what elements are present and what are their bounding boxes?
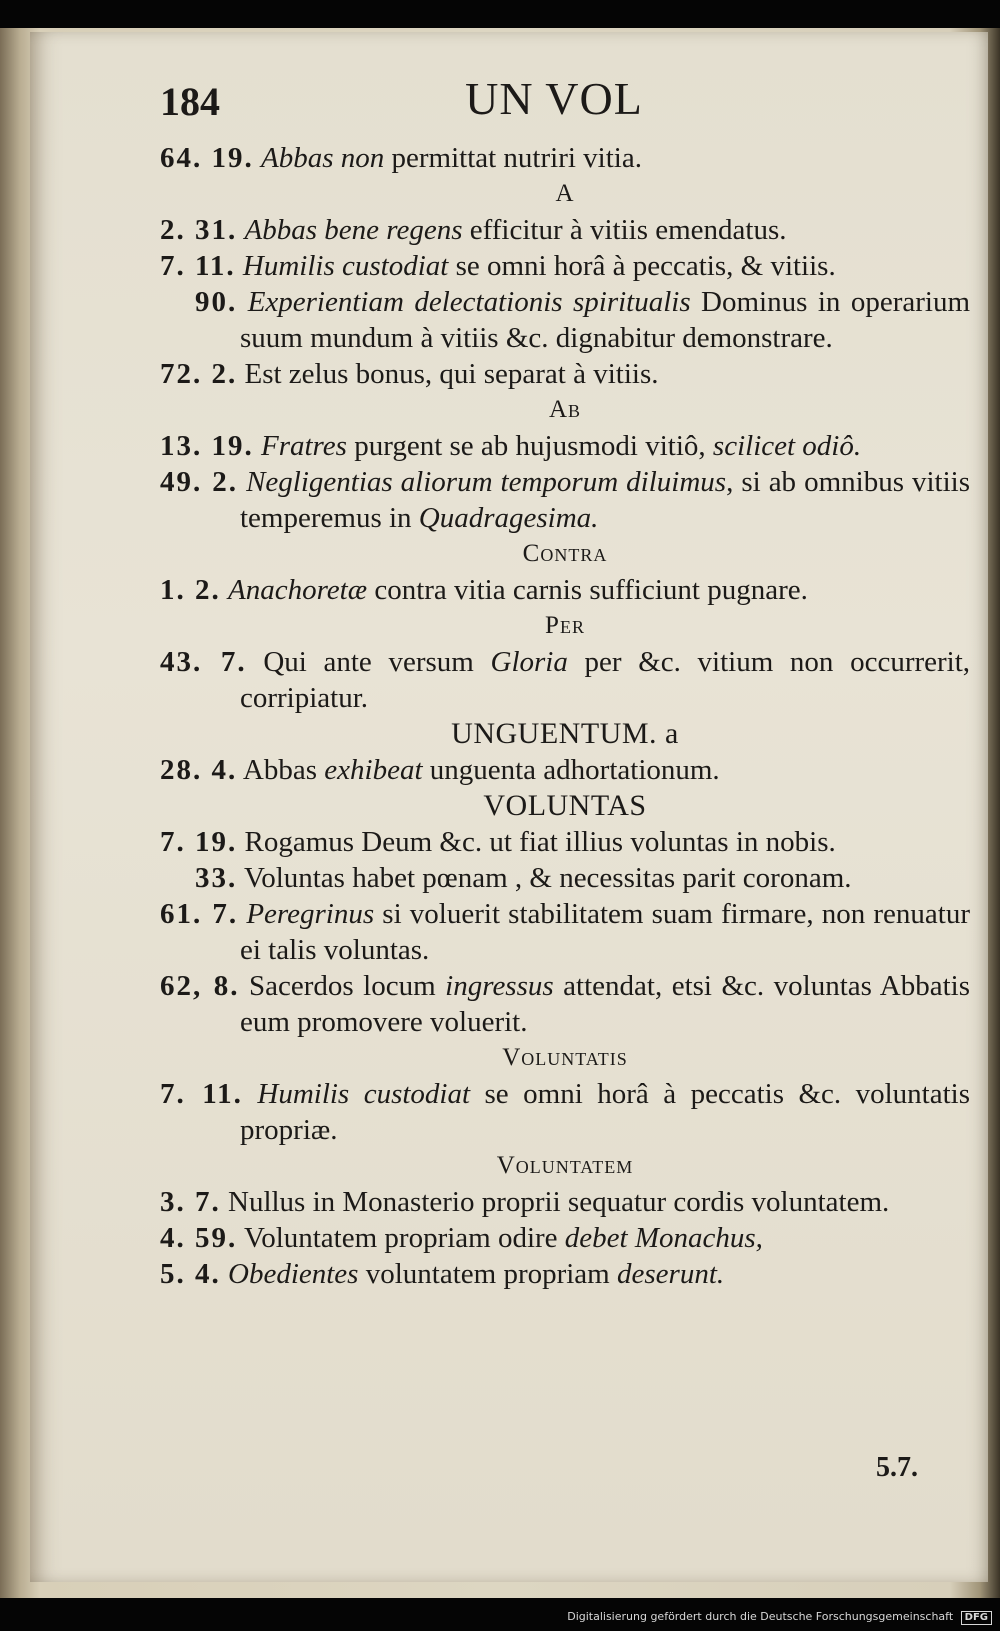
entry-reference: 5. 4.: [160, 1258, 221, 1290]
index-entry: [160, 1256, 970, 1292]
entry-text: contra vitia carnis sufficiunt pugnare.: [367, 574, 808, 606]
section-heading: Voluntatem: [496, 1152, 634, 1179]
entry-reference: 7. 11.: [160, 1078, 243, 1110]
index-entry: [160, 212, 970, 248]
entry-text: Voluntas habet pœnam , & necessitas parit coronam.: [243, 862, 852, 894]
entry-text-italic: Gloria: [490, 646, 568, 678]
index-entry: [160, 968, 970, 1040]
entry-reference: 64. 19.: [160, 142, 254, 174]
entry-text: per &c. vitium non occurrerit, corripiatur.: [240, 646, 971, 714]
index-entry: [160, 284, 970, 356]
entry-text: se omni horâ à peccatis, & vitiis.: [448, 250, 836, 282]
index-entry: [160, 428, 970, 464]
section-heading: Per: [545, 612, 585, 639]
entry-text-italic: Humilis custodiat: [242, 250, 449, 282]
entry-reference: 90.: [195, 286, 238, 318]
index-entry: [160, 1220, 970, 1256]
entry-reference: 33.: [195, 862, 238, 894]
entry-text: Sacerdos locum: [249, 970, 446, 1002]
index-entry: [160, 860, 970, 896]
index-entry: [160, 824, 970, 860]
section-heading: VOLUNTAS: [483, 789, 647, 822]
catchword: 5.7.: [876, 1452, 918, 1483]
entry-text: Dominus in operarium suum mundum à vitiis &c. dignabitur demonstrare.: [240, 286, 971, 354]
entry-reference: 1. 2.: [160, 574, 221, 606]
entry-text: Voluntatem propriam odire: [243, 1222, 565, 1254]
entry-reference: 7. 11.: [160, 250, 236, 282]
index-entry: [160, 1076, 970, 1148]
dfg-logo: DFG: [961, 1611, 992, 1625]
entry-text-italic: Abbas non: [261, 142, 385, 174]
index-entry: [160, 356, 970, 392]
entry-reference: 7. 19.: [160, 826, 238, 858]
entry-reference: 28. 4.: [160, 754, 238, 786]
entry-text-italic: Humilis custodiat: [257, 1078, 471, 1110]
entry-text: si voluerit stabilitatem suam firmare, non renuatur ei talis voluntas.: [240, 898, 971, 966]
entry-reference: 2. 31.: [160, 214, 238, 246]
entry-text: , si ab omnibus vitiis temperemus in: [240, 466, 971, 534]
entry-text: efficitur à vitiis emendatus.: [462, 214, 787, 246]
entry-text-italic: Peregrinus: [246, 898, 375, 930]
entry-text-italic: Quadragesima.: [418, 502, 599, 534]
entry-text-italic: Negligentias aliorum temporum diluimus: [246, 466, 727, 498]
entry-text: attendat, etsi &c. voluntas Abbatis eum promovere voluerit.: [240, 970, 971, 1038]
index-entry: [160, 644, 970, 716]
entry-text: Est zelus bonus, qui separat à vitiis.: [244, 358, 659, 390]
entry-text-italic: Obedientes: [228, 1258, 359, 1290]
entry-reference: 3. 7.: [160, 1186, 221, 1218]
entry-reference: 72. 2.: [160, 358, 238, 390]
entry-text: purgent se ab hujusmodi vitiô,: [346, 430, 713, 462]
section-heading: Contra: [522, 540, 608, 567]
section-heading: UNGUENTUM. a: [451, 717, 679, 750]
book-page: [30, 32, 988, 1582]
section-heading: A: [555, 180, 575, 207]
entry-text-italic: debet Monachus,: [564, 1222, 763, 1254]
index-entry: [160, 1184, 970, 1220]
entry-text-italic: Abbas bene regens: [244, 214, 463, 246]
entry-text: unguenta adhortationum.: [422, 754, 720, 786]
entry-text-italic: scilicet odiô.: [712, 430, 862, 462]
entry-reference: 62, 8.: [160, 970, 240, 1002]
entry-text: Qui ante versum: [263, 646, 491, 678]
entry-text: permittat nutriri vitia.: [384, 142, 642, 174]
entry-reference: 61. 7.: [160, 898, 239, 930]
section-heading: Voluntatis: [502, 1044, 628, 1071]
entry-text-italic: ingressus: [445, 970, 554, 1002]
index-entry: [160, 140, 970, 176]
entry-reference: 4. 59.: [160, 1222, 238, 1254]
index-entries: [160, 140, 970, 1292]
running-title: UN VOL: [465, 73, 643, 124]
page-header: [30, 72, 988, 132]
entry-text-italic: Fratres: [261, 430, 347, 462]
credit-text: Digitalisierung gefördert durch die Deutsche Forschungsgemeinschaft: [567, 1610, 954, 1623]
entry-text: Abbas: [242, 754, 325, 786]
page-number: 184: [160, 79, 220, 124]
entry-reference: 13. 19.: [160, 430, 254, 462]
index-entry: [160, 572, 970, 608]
entry-text-italic: Experientiam delectationis spiritualis: [247, 286, 691, 318]
index-entry: [160, 752, 970, 788]
index-entry: [160, 248, 970, 284]
entry-text: Rogamus Deum &c. ut fiat illius voluntas in nobis.: [244, 826, 836, 858]
entry-text: Nullus in Monasterio proprii sequatur cordis voluntatem.: [228, 1186, 890, 1218]
entry-text: se omni horâ à peccatis &c. voluntatis propriæ.: [240, 1078, 971, 1146]
entry-text-italic: deserunt.: [617, 1258, 725, 1290]
index-entry: [160, 464, 970, 536]
index-entry: [160, 896, 970, 968]
entry-reference: 49. 2.: [160, 466, 239, 498]
entry-text: voluntatem propriam: [358, 1258, 617, 1290]
digitization-credit: [567, 1610, 992, 1625]
entry-text-italic: exhibeat: [324, 754, 423, 786]
section-heading: Ab: [548, 396, 582, 423]
entry-reference: 43. 7.: [160, 646, 247, 678]
entry-text-italic: Anachoretæ: [228, 574, 368, 606]
